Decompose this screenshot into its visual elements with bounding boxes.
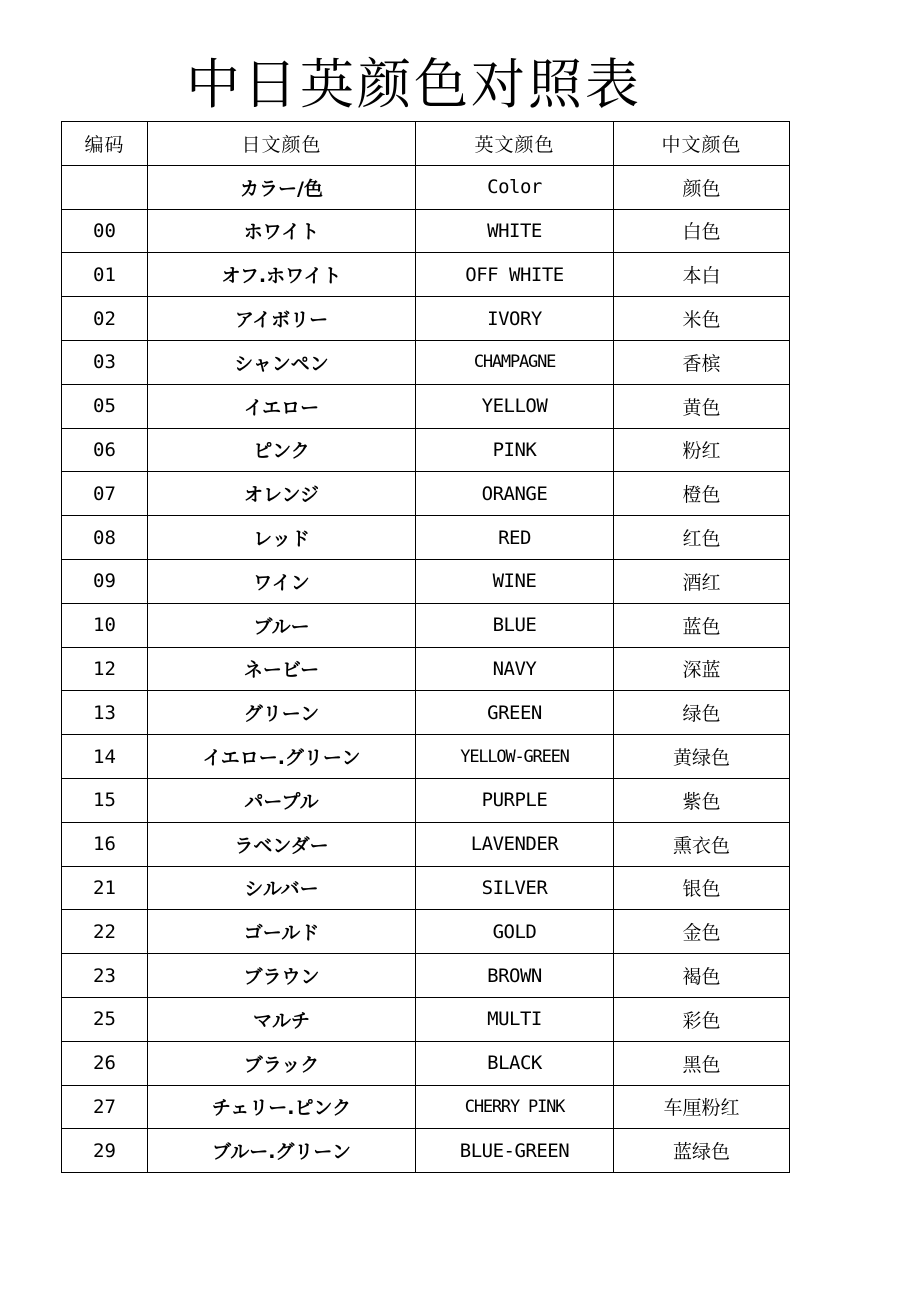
cell-chinese: 本白	[614, 253, 790, 297]
cell-chinese: 黑色	[614, 1041, 790, 1085]
cell-japanese: シルバー	[148, 866, 416, 910]
cell-japanese: ピンク	[148, 428, 416, 472]
cell-chinese: 紫色	[614, 778, 790, 822]
cell-code: 03	[62, 340, 148, 384]
table-row	[62, 209, 790, 253]
cell-english: LAVENDER	[416, 822, 614, 866]
table-row	[62, 997, 790, 1041]
cell-japanese: ネービー	[148, 647, 416, 691]
cell-english: ORANGE	[416, 472, 614, 516]
cell-chinese: 米色	[614, 297, 790, 341]
cell-japanese: パープル	[148, 778, 416, 822]
table-row	[62, 428, 790, 472]
table-row	[62, 340, 790, 384]
cell-english: WINE	[416, 559, 614, 603]
cell-japanese: シャンペン	[148, 340, 416, 384]
cell-english: YELLOW	[416, 384, 614, 428]
cell-english: PURPLE	[416, 778, 614, 822]
table-row	[62, 253, 790, 297]
cell-chinese: 蓝绿色	[614, 1129, 790, 1173]
cell-chinese: 香槟	[614, 340, 790, 384]
cell-english: RED	[416, 516, 614, 560]
cell-english: CHERRY PINK	[416, 1085, 614, 1129]
page-title: 中日英颜色对照表	[186, 53, 642, 116]
cell-code: 21	[62, 866, 148, 910]
cell-chinese: 酒红	[614, 559, 790, 603]
cell-chinese: 黄色	[614, 384, 790, 428]
cell-chinese: 深蓝	[614, 647, 790, 691]
cell-code: 22	[62, 910, 148, 954]
cell-english: GREEN	[416, 691, 614, 735]
cell-japanese: イエロー	[148, 384, 416, 428]
cell-japanese: オフ.ホワイト	[148, 253, 416, 297]
subheader-japanese: カラー/色	[148, 165, 416, 209]
cell-english: SILVER	[416, 866, 614, 910]
cell-code: 08	[62, 516, 148, 560]
cell-code: 16	[62, 822, 148, 866]
color-table	[61, 121, 790, 1173]
table-row	[62, 735, 790, 779]
cell-japanese: レッド	[148, 516, 416, 560]
cell-english: BLUE	[416, 603, 614, 647]
cell-chinese: 褐色	[614, 954, 790, 998]
table-row	[62, 647, 790, 691]
table-row	[62, 559, 790, 603]
cell-code: 29	[62, 1129, 148, 1173]
cell-code: 14	[62, 735, 148, 779]
cell-chinese: 黄绿色	[614, 735, 790, 779]
table-row	[62, 1041, 790, 1085]
cell-code: 26	[62, 1041, 148, 1085]
cell-japanese: チェリー.ピンク	[148, 1085, 416, 1129]
cell-code: 05	[62, 384, 148, 428]
cell-english: WHITE	[416, 209, 614, 253]
table-row	[62, 472, 790, 516]
cell-chinese: 车厘粉红	[614, 1085, 790, 1129]
table-row	[62, 778, 790, 822]
cell-code: 00	[62, 209, 148, 253]
table-row	[62, 297, 790, 341]
cell-english: BLUE-GREEN	[416, 1129, 614, 1173]
table-row	[62, 691, 790, 735]
cell-code: 01	[62, 253, 148, 297]
cell-chinese: 银色	[614, 866, 790, 910]
cell-chinese: 橙色	[614, 472, 790, 516]
cell-code: 23	[62, 954, 148, 998]
cell-japanese: ホワイト	[148, 209, 416, 253]
cell-japanese: アイボリー	[148, 297, 416, 341]
cell-chinese: 粉红	[614, 428, 790, 472]
header-japanese: 日文颜色	[148, 122, 416, 166]
cell-english: PINK	[416, 428, 614, 472]
cell-japanese: ワイン	[148, 559, 416, 603]
cell-japanese: イエロー.グリーン	[148, 735, 416, 779]
cell-code: 09	[62, 559, 148, 603]
cell-japanese: ラベンダー	[148, 822, 416, 866]
table-row	[62, 516, 790, 560]
cell-english: NAVY	[416, 647, 614, 691]
table-row	[62, 822, 790, 866]
cell-japanese: ブルー.グリーン	[148, 1129, 416, 1173]
cell-code: 12	[62, 647, 148, 691]
header-english: 英文颜色	[416, 122, 614, 166]
subheader-code	[62, 165, 148, 209]
cell-english: BROWN	[416, 954, 614, 998]
cell-chinese: 白色	[614, 209, 790, 253]
cell-code: 02	[62, 297, 148, 341]
cell-code: 25	[62, 997, 148, 1041]
cell-japanese: ブラック	[148, 1041, 416, 1085]
table-row	[62, 603, 790, 647]
cell-japanese: オレンジ	[148, 472, 416, 516]
cell-chinese: 彩色	[614, 997, 790, 1041]
table-row	[62, 910, 790, 954]
cell-japanese: ブルー	[148, 603, 416, 647]
cell-chinese: 蓝色	[614, 603, 790, 647]
cell-japanese: ゴールド	[148, 910, 416, 954]
cell-japanese: マルチ	[148, 997, 416, 1041]
cell-english: CHAMPAGNE	[416, 340, 614, 384]
subheader-chinese: 颜色	[614, 165, 790, 209]
table-row	[62, 384, 790, 428]
cell-japanese: ブラウン	[148, 954, 416, 998]
subheader-english: Color	[416, 165, 614, 209]
cell-english: BLACK	[416, 1041, 614, 1085]
cell-code: 13	[62, 691, 148, 735]
cell-english: GOLD	[416, 910, 614, 954]
table-row	[62, 866, 790, 910]
cell-english: IVORY	[416, 297, 614, 341]
table-subheader-row	[62, 165, 790, 209]
cell-chinese: 熏衣色	[614, 822, 790, 866]
cell-code: 10	[62, 603, 148, 647]
table-row	[62, 1129, 790, 1173]
cell-english: YELLOW-GREEN	[416, 735, 614, 779]
cell-japanese: グリーン	[148, 691, 416, 735]
table-header-row	[62, 122, 790, 166]
cell-code: 15	[62, 778, 148, 822]
table-row	[62, 954, 790, 998]
cell-english: OFF WHITE	[416, 253, 614, 297]
header-code: 编码	[62, 122, 148, 166]
table-row	[62, 1085, 790, 1129]
cell-english: MULTI	[416, 997, 614, 1041]
cell-chinese: 绿色	[614, 691, 790, 735]
cell-chinese: 红色	[614, 516, 790, 560]
cell-code: 06	[62, 428, 148, 472]
cell-code: 07	[62, 472, 148, 516]
cell-code: 27	[62, 1085, 148, 1129]
header-chinese: 中文颜色	[614, 122, 790, 166]
cell-chinese: 金色	[614, 910, 790, 954]
